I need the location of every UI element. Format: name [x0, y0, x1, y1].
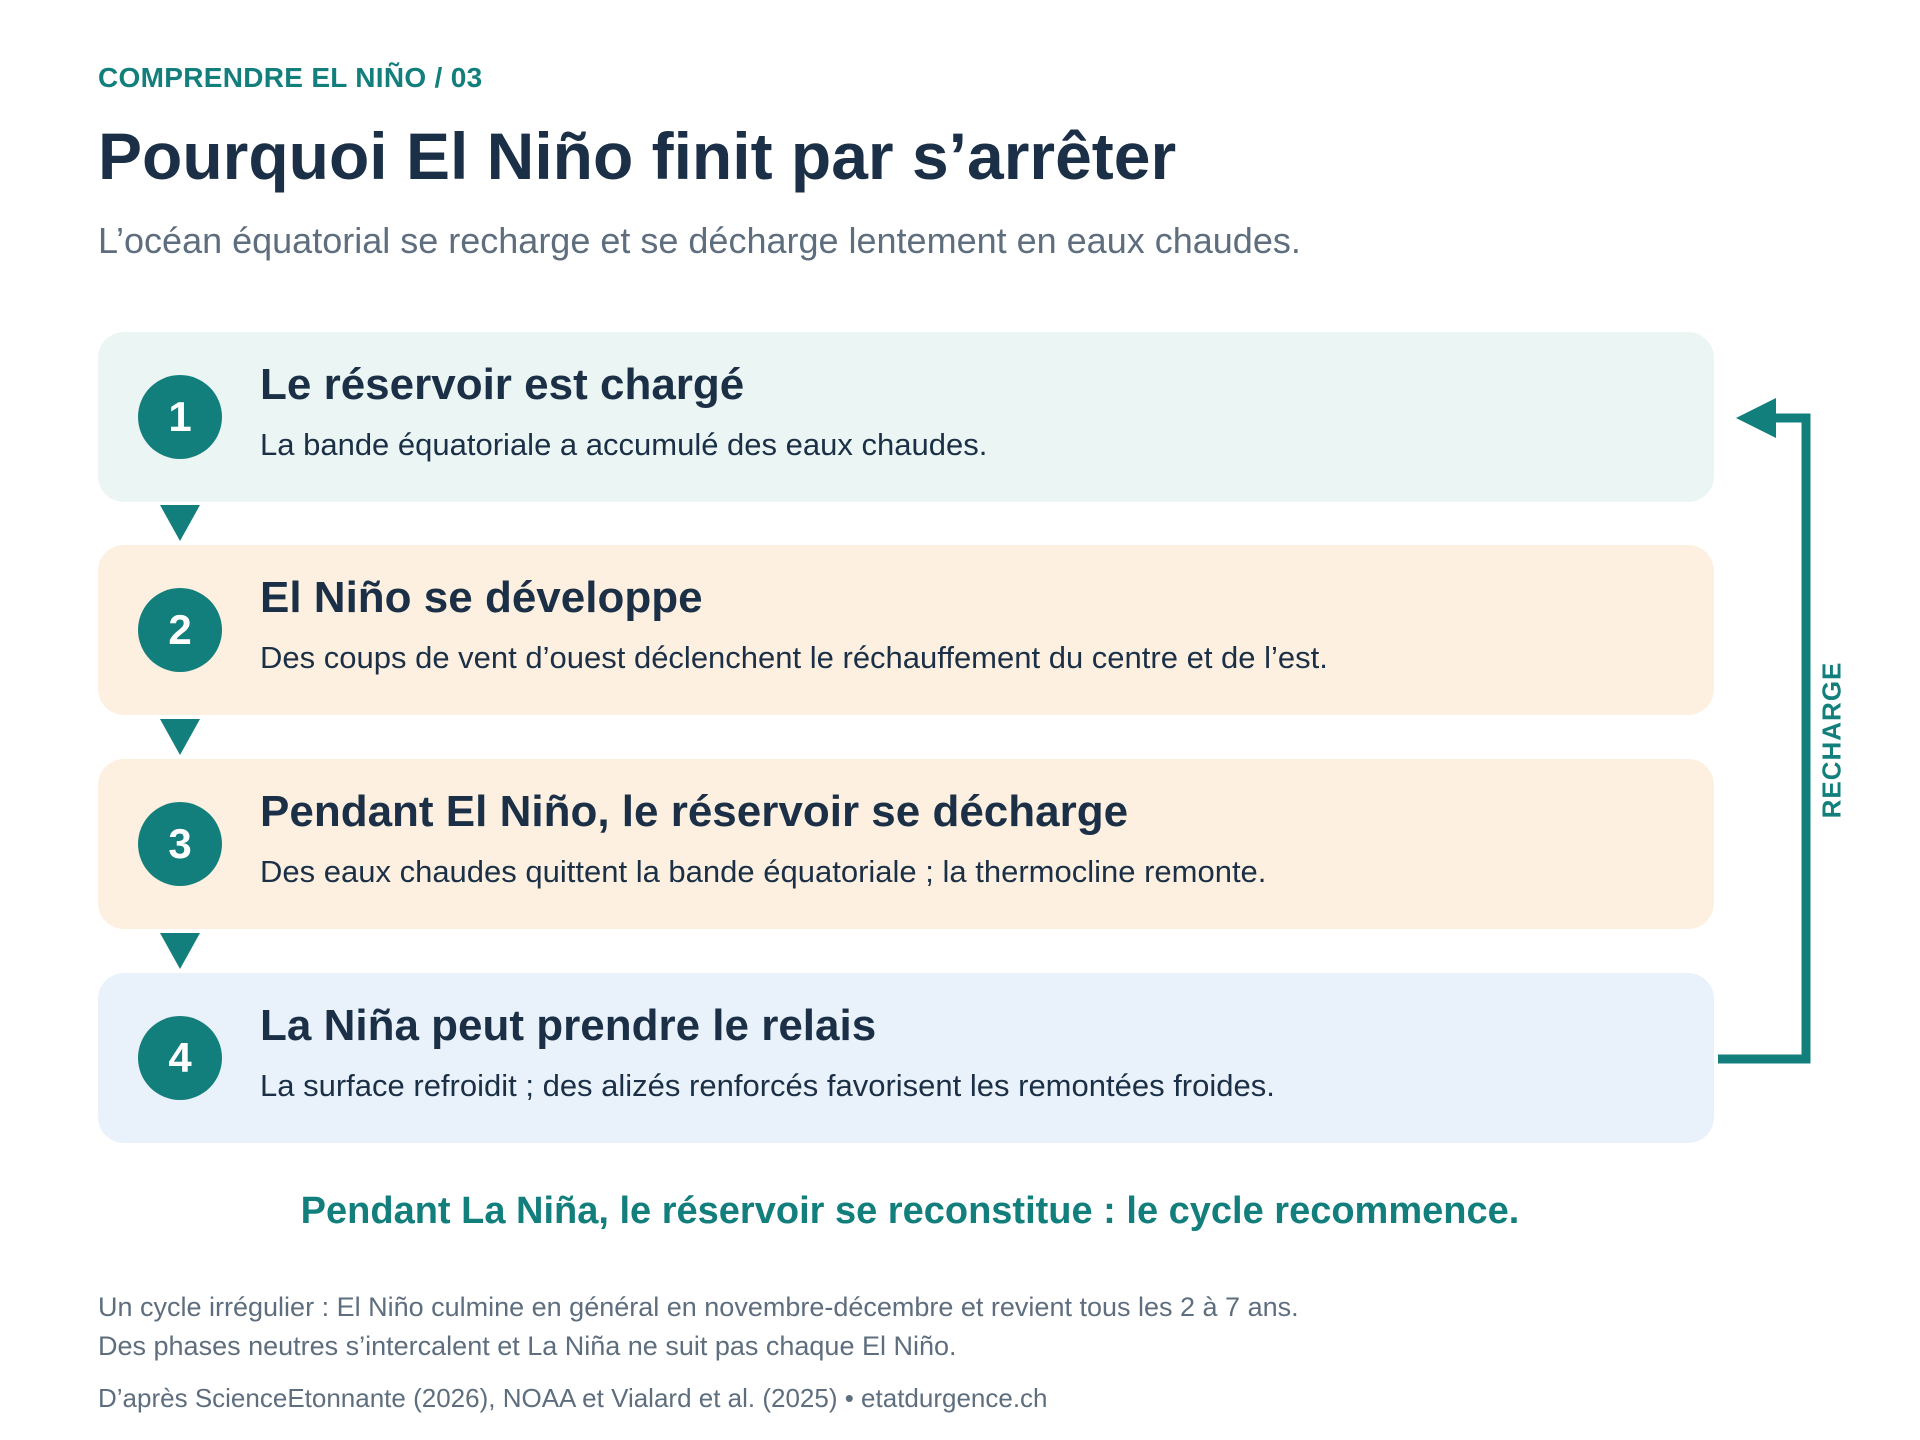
step-description: La bande équatoriale a accumulé des eaux chaudes. [260, 427, 988, 462]
recharge-loop-arrow-icon [1700, 390, 1820, 1080]
step-description: Des coups de vent d’ouest déclenchent le réchauffement du centre et de l’est. [260, 640, 1328, 675]
step-card-2 [98, 545, 1714, 715]
step-title: La Niña peut prendre le relais [260, 1001, 877, 1050]
source-credit: D’après ScienceEtonnante (2026), NOAA et Vialard et al. (2025) • etatdurgence.ch [98, 1383, 1048, 1413]
conclusion: Pendant La Niña, le réservoir se reconstitue : le cycle recommence. [300, 1190, 1520, 1232]
step-number-badge: 3 [138, 802, 222, 886]
kicker: COMPRENDRE EL NIÑO / 03 [98, 62, 483, 93]
step-card-3 [98, 759, 1714, 929]
recharge-label: RECHARGE [1816, 661, 1847, 819]
step-number-badge: 1 [138, 375, 222, 459]
page-title: Pourquoi El Niño finit par s’arrêter [98, 119, 1177, 193]
step-card-4 [98, 973, 1714, 1143]
step-card-1 [98, 332, 1714, 502]
arrow-down-icon [160, 719, 200, 755]
step-description: La surface refroidit ; des alizés renforcés favorisent les remontées froides. [260, 1068, 1275, 1103]
footnote-line-2: Des phases neutres s’intercalent et La Niña ne suit pas chaque El Niño. [98, 1331, 957, 1361]
arrow-down-icon [160, 933, 200, 969]
step-description: Des eaux chaudes quittent la bande équatoriale ; la thermocline remonte. [260, 854, 1267, 889]
step-title: Pendant El Niño, le réservoir se décharge [260, 787, 1129, 836]
step-title: El Niño se développe [260, 573, 703, 622]
step-title: Le réservoir est chargé [260, 360, 745, 409]
footnote-line-1: Un cycle irrégulier : El Niño culmine en général en novembre-décembre et revient tous les 2 à 7 ans. [98, 1292, 1299, 1322]
arrow-down-icon [160, 505, 200, 541]
step-number-badge: 4 [138, 1016, 222, 1100]
step-number-badge: 2 [138, 588, 222, 672]
page-subtitle: L’océan équatorial se recharge et se décharge lentement en eaux chaudes. [98, 220, 1301, 261]
